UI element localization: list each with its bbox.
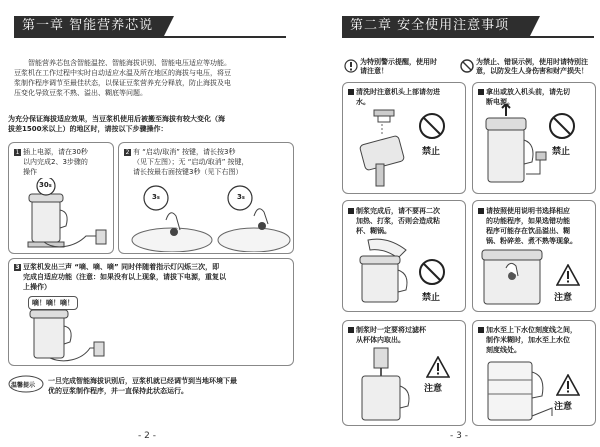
step-number: 2 (125, 148, 130, 156)
timer-30-label: 30s (39, 181, 52, 189)
step-number: 1 (15, 148, 20, 156)
soymilk-maker-beep-illustration (20, 308, 110, 364)
title-rule (14, 36, 286, 38)
intro-line: 浆制作程序调节至最佳状态，以保证豆浆营养充分释放，防止海拔及电 (14, 79, 231, 87)
caution-label: 注意 (554, 402, 573, 412)
step1-line: 以内完成2、3步骤的 (23, 158, 88, 166)
safety-item-6-text: 加水至上下水位刻度线之间， 制作米糊时，加水至上水位 刻度线处。 (478, 325, 596, 355)
step2-line: 请长按最右面按键3秒（见下右图） (133, 168, 243, 176)
step1-line: 操作 (23, 168, 37, 176)
intro-line: 智能营养芯包含智能温控、智能海拔识别、智能电压适应等功能。 (28, 59, 231, 67)
prohibit-sign-icon (418, 258, 446, 286)
adapt-heading (8, 114, 298, 134)
step2-line: （见下左图）；无 “启动/取消” 按键， (133, 158, 249, 166)
timer-3-label-b: 3s (237, 193, 245, 201)
soymilk-maker-plug-illustration (14, 178, 114, 252)
step3-line: 上操作） (23, 283, 51, 291)
intro-line: 压变化导致豆浆不熟、溢出、糊底等问题。 (14, 89, 147, 97)
caution-label: 注意 (554, 293, 573, 303)
heading-line: 拔差1500米以上）的地区时，请按以下步骤操作： (8, 125, 168, 133)
program-select-illustration (478, 246, 558, 308)
exclamation-icon (344, 59, 358, 73)
step3-line: 豆浆机发出三声 “嘀、嘀、嘀” 同时伴随着指示灯闪烁三次，即 (23, 263, 220, 271)
chapter-title: 第二章 安全使用注意事项 (342, 16, 530, 36)
safety-item-5-text: 制浆时一定要将过滤杯 从杯体内取出。 (348, 325, 464, 345)
tip-label: 温馨提示 (11, 382, 36, 389)
page-number: - 2 - (138, 431, 156, 441)
unplug-lift-illustration (476, 104, 556, 188)
reheat-illustration (348, 236, 420, 308)
tip-line: 一旦完成智能海拔识别后，豆浆机就已经调节到当地环境下最 (48, 377, 237, 385)
step3-line: 完成自适应功能（注意：如果没有以上现象，请拔下电源，重复以 (23, 273, 226, 281)
caution-sign-icon (556, 264, 580, 286)
step1-line: 插上电源，请在30秒 (23, 148, 88, 156)
step2-text (124, 147, 292, 177)
intro-paragraph (14, 58, 294, 98)
prohibit-label: 禁止 (422, 147, 441, 157)
title-rule (342, 36, 594, 38)
water-level-illustration (478, 358, 558, 424)
safety-item-4-text: 请按照使用说明书选择相应 的功能程序，如果选错功能 程序可能存在饮品溢出、糊 锅、粉碎差、煮不熟等现象。 (478, 206, 596, 246)
safety-item-1-text: 清洗时注意机头上部请勿进 水。 (348, 87, 464, 107)
washing-head-illustration (348, 108, 418, 190)
prohibit-sign-icon (548, 112, 576, 140)
button-press-illustration (122, 180, 292, 252)
step-number: 3 (15, 263, 20, 271)
caution-sign-icon (426, 356, 450, 378)
prohibit-icon (460, 59, 474, 73)
chapter-title: 第一章 智能营养芯说明 (14, 16, 164, 36)
tip-text (48, 376, 296, 396)
heading-line: 为充分保证海拔适应效果，当豆浆机使用后被搬至海拔有较大变化（海 (8, 115, 225, 123)
prohibit-label: 禁止 (422, 293, 441, 303)
filter-cup-illustration (350, 346, 422, 424)
step1-text (14, 147, 114, 177)
intro-line: 豆浆机在工作过程中实时自动适应水温及所在地区的海拔与电压，将豆 (14, 69, 231, 77)
safety-item-3-text: 制浆完成后，请不要再二次 加热、打浆，否则会造成粘 杯、糊锅。 (348, 206, 464, 236)
prohibit-sign-icon (418, 112, 446, 140)
right-page (300, 0, 600, 447)
notice-caution: 为特别警示提醒，使用时 请注意！ (360, 58, 437, 75)
step2-line: 有 “启动/取消” 按键，请长按3秒 (133, 148, 236, 156)
tip-line: 优的豆浆制作程序，并一直保持此状态运行。 (48, 387, 188, 395)
page-number: - 3 - (450, 431, 468, 441)
beep-bubble: 嘀！嘀！嘀！ (28, 296, 78, 310)
caution-sign-icon (556, 374, 580, 396)
prohibit-label: 禁止 (552, 147, 571, 157)
safety-item-2-text: 拿出或放入机头前，请先切 断电源。 (478, 87, 594, 107)
notice-prohibit: 为禁止、错误示例，使用时请特别注 意，以防发生人身伤害和财产损失！ (476, 58, 588, 75)
timer-3-label-a: 3s (152, 193, 160, 201)
step3-text (14, 262, 294, 292)
caution-label: 注意 (424, 384, 443, 394)
